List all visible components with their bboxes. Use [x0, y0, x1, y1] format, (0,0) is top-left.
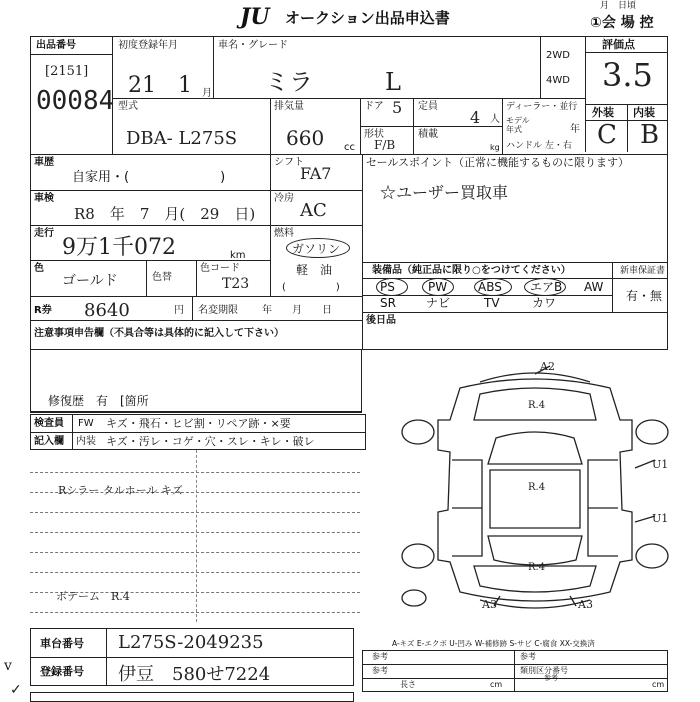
interior-check-label: 内装 — [76, 436, 96, 447]
note-writing-line — [30, 472, 360, 473]
km-unit: km — [230, 250, 246, 261]
inspector-label: 検査員 — [34, 418, 64, 429]
mark-p1: R.4 — [528, 400, 546, 411]
cm-unit-2: cm — [652, 680, 665, 689]
equip-circle-airbag — [524, 278, 566, 296]
equipment-item: AW — [584, 280, 604, 294]
shape-value: F/B — [374, 138, 396, 152]
kg-unit: kg — [490, 143, 500, 152]
mark-p3: R.4 — [528, 562, 546, 573]
check-line-1: キズ・飛石・ヒビ割・リペア跡・×要 — [106, 417, 291, 430]
capacity-unit: 人 — [490, 114, 500, 125]
color-label: 色 — [34, 263, 44, 274]
note-writing-line — [30, 572, 360, 573]
equipment-item: PS — [380, 280, 395, 294]
car-name: ミラ L — [265, 68, 401, 96]
interior-label: 内装 — [633, 106, 655, 119]
ref-label-1: 参考 — [372, 652, 388, 661]
color-code-label: 色コード — [200, 263, 240, 274]
note-writing-line — [30, 512, 360, 513]
equipment-item: TV — [484, 296, 500, 310]
form-title: オークション出品申込書 — [285, 9, 450, 27]
damage-legend: A-キズ E-エクボ U-凹み W-補修跡 S-サビ C-腐食 XX-交換済 — [392, 639, 595, 648]
mark-a3-a: A3 — [482, 598, 497, 611]
2wd-label: 2WD — [546, 50, 570, 61]
mark-u1-a: U1 — [652, 458, 669, 471]
fuel-label: 燃料 — [274, 228, 294, 239]
mileage-value: 9万1千072 — [62, 235, 176, 260]
recycle-label: R券 — [34, 305, 52, 316]
notes-label: 注意事項申告欄（不具合等は具体的に記入して下さい） — [34, 328, 284, 339]
length-label: 長さ — [400, 680, 416, 689]
grade-label: 評価点 — [602, 38, 635, 51]
disp-label: 排気量 — [274, 101, 304, 112]
recycle-value: 8640 — [84, 300, 130, 321]
exterior-grade: C — [597, 120, 617, 150]
fuel-diesel: 軽 油 — [296, 263, 333, 277]
note-writing-line — [30, 552, 360, 553]
color-change-label: 色替 — [152, 272, 172, 283]
cc-unit: cc — [344, 142, 355, 153]
wheel-fr — [636, 420, 668, 444]
ref-label-2: 参考 — [372, 666, 388, 675]
dealer-label: ディーラー・並行 — [506, 102, 578, 112]
date-label: 月 日頃 — [600, 1, 637, 11]
grade-value: 3.5 — [602, 56, 653, 94]
equipment-label: 装備品（純正品に限り○をつけてください） — [372, 265, 571, 276]
handle-label: ハンドル 左・右 — [506, 141, 572, 151]
check-line-2: キズ・汚レ・コゲ・穴・スレ・キレ・破レ — [106, 435, 315, 448]
name-change-label: 名変期限 — [198, 305, 238, 316]
shape-label: 形状 — [364, 129, 384, 140]
type-value: DBA- L275S — [126, 128, 238, 149]
yen-unit: 円 — [174, 305, 184, 316]
interior-grade: B — [640, 120, 660, 150]
mark-p2: R.4 — [528, 482, 546, 493]
capacity-label: 定員 — [418, 101, 438, 112]
warranty-label: 新車保証書 — [620, 266, 666, 276]
mark-a2: A2 — [540, 360, 555, 373]
door-label: ドア — [364, 101, 384, 112]
chassis-number: L275S-2049235 — [118, 632, 264, 653]
equipment-item: カワ — [532, 296, 557, 310]
equip-circle-ps — [376, 278, 408, 296]
mark-a3-b: A3 — [578, 598, 593, 611]
sales-point: ☆ユーザー買取車 — [380, 183, 509, 202]
name-change-date: 年 月 日 — [262, 305, 332, 316]
history-value: 自家用・( ) — [72, 170, 226, 185]
ref-label-5: 参考 — [544, 674, 558, 682]
name-label: 車名・グレード — [218, 40, 288, 51]
shift-value: FA7 — [300, 164, 332, 183]
history-label: 車歴 — [34, 157, 54, 168]
equip-circle-pw — [422, 278, 454, 296]
wheel-fl — [402, 420, 434, 444]
lot-label: 出品番号 — [36, 40, 76, 51]
repair-history: 修復歴 有 [箇所 — [48, 394, 149, 408]
model-year-label: モデル年式 — [506, 116, 530, 134]
venue-label: ①会 場 控 — [590, 15, 654, 31]
note-writing-line — [30, 532, 360, 533]
windshield — [488, 432, 582, 464]
note-line-2: ボテーム R.4 — [56, 590, 130, 603]
equip-circle-abs — [474, 278, 512, 296]
tick-mark-2: ✓ — [10, 682, 22, 698]
first-reg-value: 21 1 — [128, 73, 192, 98]
equipment-item: ナビ — [426, 296, 451, 310]
inspection-value: R8 年 7 月( 29 日) — [74, 205, 256, 223]
aftermarket-label: 後日品 — [366, 315, 396, 326]
wheel-rl — [402, 544, 434, 568]
fuel-other: ( ) — [282, 282, 340, 293]
rear-glass — [488, 536, 582, 565]
spare-tire — [402, 590, 426, 606]
equipment-item: PW — [428, 280, 448, 294]
color-code: T23 — [222, 276, 250, 292]
shift-label: シフト — [274, 157, 304, 168]
entry-label: 記入欄 — [34, 436, 64, 447]
lot-number: 00084 — [36, 86, 115, 116]
fw-label: FW — [78, 418, 94, 429]
equipment-item: ABS — [478, 280, 502, 294]
equipment-item: エアB — [530, 280, 563, 294]
roof — [490, 470, 580, 528]
equipment-item: SR — [380, 296, 396, 310]
mileage-label: 走行 — [34, 228, 54, 239]
wheel-rr — [636, 544, 668, 568]
front-bumper — [480, 373, 590, 382]
color-value: ゴールド — [62, 273, 118, 289]
ju-logo: JU — [240, 4, 270, 30]
header — [0, 0, 700, 34]
cm-unit-1: cm — [490, 680, 503, 689]
aircon-label: 冷房 — [274, 193, 294, 204]
lot-small: [2151] — [45, 64, 89, 79]
year-unit: 年 — [570, 124, 580, 135]
door-value: 5 — [392, 98, 403, 117]
aircon-value: AC — [300, 200, 327, 221]
chassis-label: 車台番号 — [40, 637, 84, 650]
plate-label: 登録番号 — [40, 665, 84, 678]
classification-label: 類別区分番号 — [520, 666, 568, 675]
fuel-value: ガソリン — [292, 242, 341, 256]
disp-value: 660 — [286, 126, 325, 150]
tick-mark-1: v — [4, 658, 12, 674]
exterior-label: 外装 — [592, 106, 614, 119]
first-reg-label: 初度登録年月 — [118, 40, 178, 51]
ref-label-3: 参考 — [520, 652, 536, 661]
plate-number: 伊豆 580せ7224 — [118, 664, 271, 685]
4wd-label: 4WD — [546, 75, 570, 86]
note-writing-line — [30, 612, 360, 613]
note-line-1: Rシラー タルホール キズ — [58, 484, 183, 497]
capacity-value: 4 — [470, 108, 481, 127]
sales-point-label: セールスポイント（正常に機能するものに限ります） — [366, 156, 630, 169]
inspection-label: 車検 — [34, 193, 54, 204]
load-label: 積載 — [418, 129, 438, 140]
mark-u1-b: U1 — [652, 512, 669, 525]
month-unit: 月 — [202, 88, 212, 99]
warranty-value: 有・無 — [626, 289, 663, 303]
type-label: 型式 — [118, 101, 138, 112]
